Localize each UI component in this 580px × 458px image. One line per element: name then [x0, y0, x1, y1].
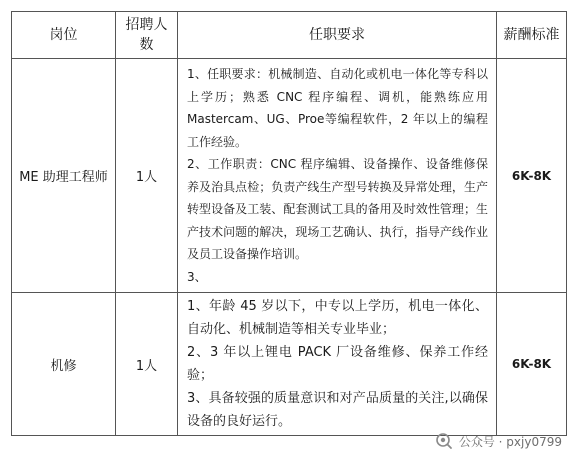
- requirement-item: 2、工作职责：CNC 程序编辑、设备操作、设备维修保养及治具点检；负责产线生产型号转换及异常处理，生产转型设备及工装、配套测试工具的备用及时效性管理；生产技术问题的解决，现场工艺确认、执行，指导产线作业及员工设备操作培训。: [187, 157, 488, 261]
- table-row: [12, 59, 567, 293]
- cell-headcount: 1人: [116, 59, 178, 293]
- cell-position: 机修: [12, 293, 116, 436]
- requirement-item: 3、: [187, 269, 207, 284]
- requirement-item: 1、年龄 45 岁以下，中专以上学历，机电一体化、自动化、机械制造等相关专业毕业；: [187, 299, 488, 337]
- header-position: 岗位: [12, 12, 116, 59]
- wechat-search-icon: [435, 432, 453, 450]
- cell-requirements: [178, 293, 497, 436]
- requirement-item: 1、任职要求：机械制造、自动化或机电一体化等专科以上学历；熟悉 CNC 程序编程、调机，能熟练应用 Mastercam、UG、Proe等编程软件，2 年以上的编程工作经验。: [187, 67, 488, 149]
- cell-position: ME 助理工程师: [12, 59, 116, 293]
- requirement-item: 3、具备较强的质量意识和对产品质量的关注,以确保设备的良好运行。: [187, 391, 488, 429]
- watermark-text: 公众号 · pxjy0799: [458, 434, 562, 449]
- header-salary: 薪酬标准: [497, 12, 567, 59]
- cell-salary: 6K-8K: [497, 293, 567, 436]
- watermark: [435, 432, 562, 450]
- cell-headcount: 1人: [116, 293, 178, 436]
- cell-requirements: [178, 59, 497, 293]
- requirement-item: 2、3 年以上锂电 PACK 厂设备维修、保养工作经验；: [187, 345, 488, 383]
- cell-salary: 6K-8K: [497, 59, 567, 293]
- header-row: [12, 12, 567, 59]
- table-row: [12, 293, 567, 436]
- header-headcount: 招聘人数: [116, 12, 178, 59]
- job-table: [11, 11, 567, 436]
- header-requirements: 任职要求: [178, 12, 497, 59]
